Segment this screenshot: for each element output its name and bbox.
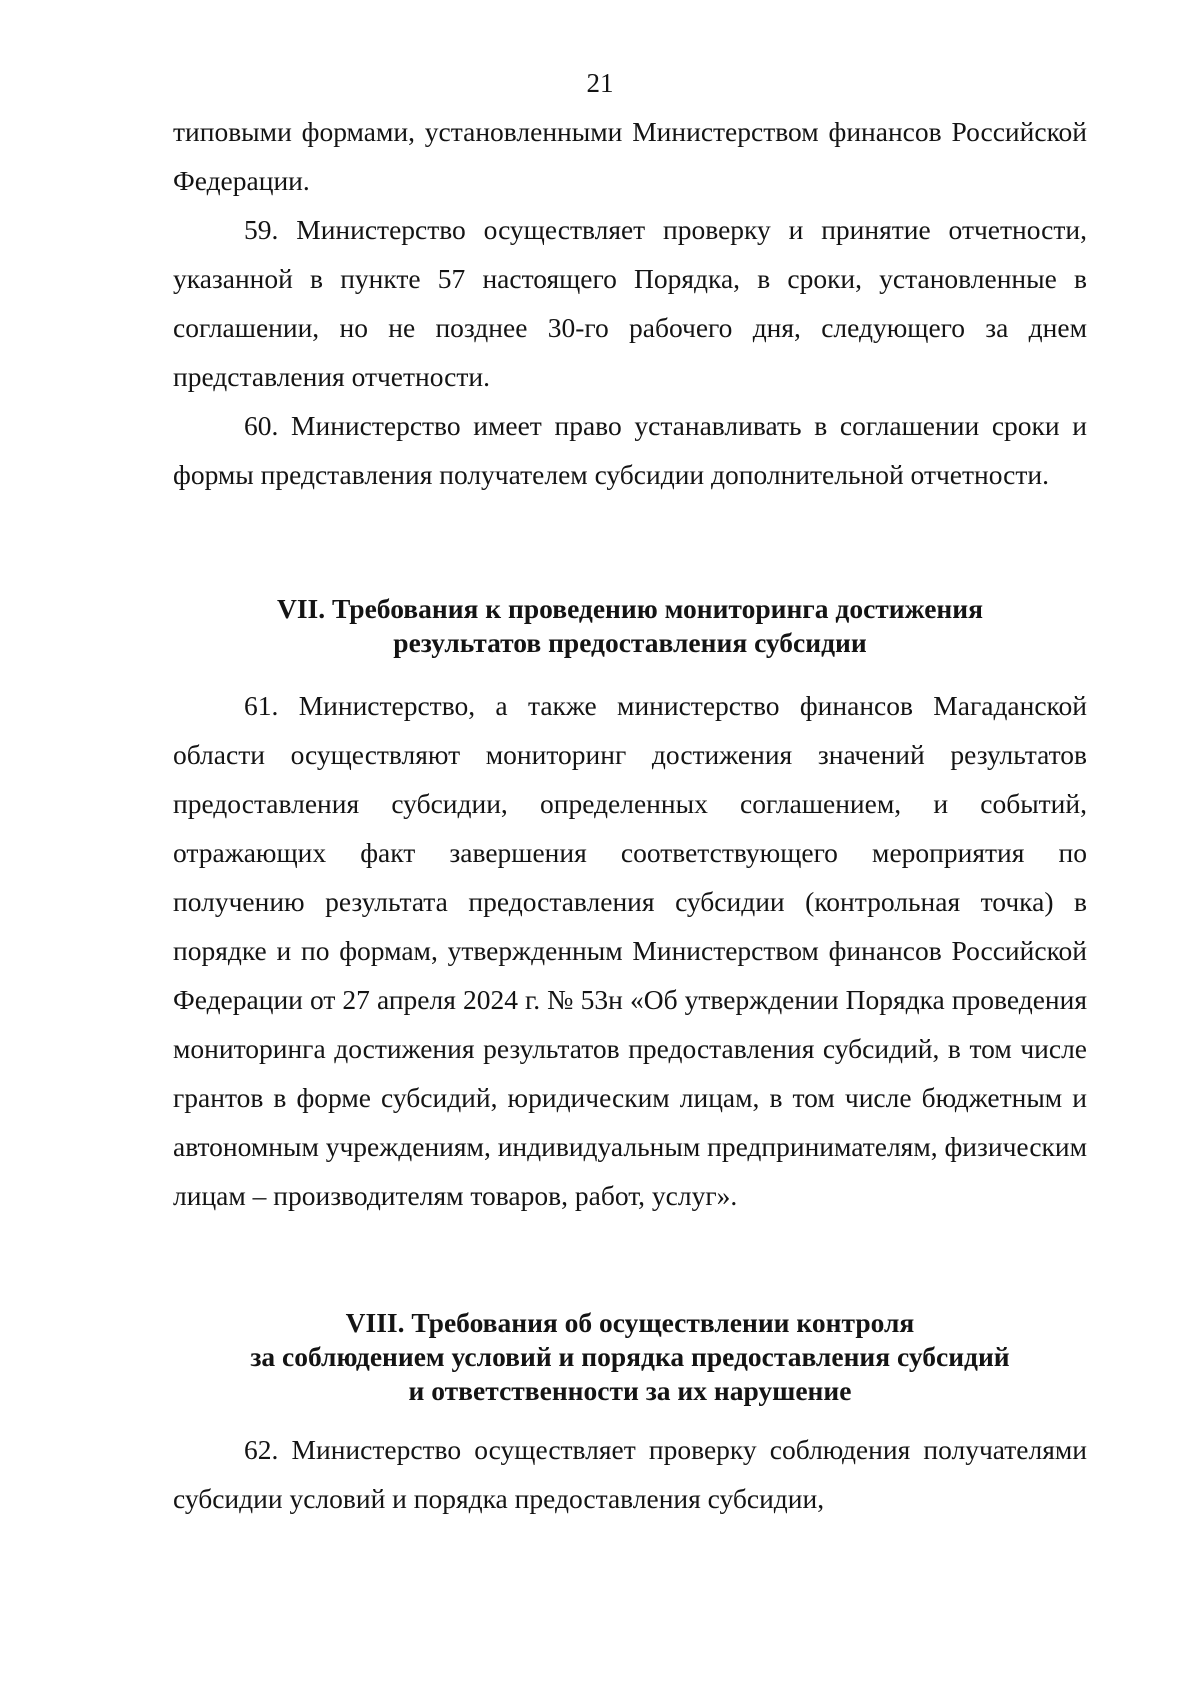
text-block-bottom [173, 1425, 1087, 1523]
text-block-middle [173, 681, 1087, 1220]
paragraph-59: 59. Министерство осуществляет проверку и принятие отчетности, указанной в пункте 57 настоящего Порядка, в сроки, установленные в соглашении, но не позднее 30-го рабочего дня, следующего за днем представления отчетности. [173, 214, 1087, 392]
section-heading-vii-line1: VII. Требования к проведению мониторинга достижения [277, 593, 983, 624]
section-heading-vii-line2: результатов предоставления субсидии [393, 627, 867, 658]
section-heading-viii-line2: за соблюдением условий и порядка предоставления субсидий [250, 1341, 1010, 1372]
section-heading-viii [173, 1306, 1087, 1408]
section-heading-vii [173, 592, 1087, 660]
section-heading-viii-line3: и ответственности за их нарушение [408, 1375, 852, 1406]
paragraph-60: 60. Министерство имеет право устанавливать в соглашении сроки и формы представления получателем субсидии дополнительной отчетности. [173, 410, 1087, 490]
page-number: 21 [586, 68, 614, 98]
section-heading-viii-line1: VIII. Требования об осуществлении контроля [345, 1307, 915, 1338]
paragraph-61: 61. Министерство, а также министерство финансов Магаданской области осуществляют мониторинг достижения значений результатов предоставления субсидии, определенных соглашением, и событий, отражающих факт завершения соответствующего мероприятия по получению результата предоставления субсидии (контрольная точка) в порядке и по формам, утвержденным Министерством финансов Российской Федерации от 27 апреля 2024 г. № 53н «Об утверждении Порядка проведения мониторинга достижения результатов предоставления субсидий, в том числе грантов в форме субсидий, юридическим лицам, в том числе бюджетным и автономным учреждениям, индивидуальным предпринимателям, физическим лицам – производителям товаров, работ, услуг». [173, 690, 1087, 1211]
paragraph-continuation: типовыми формами, установленными Министерством финансов Российской Федерации. [173, 116, 1087, 196]
paragraph-62: 62. Министерство осуществляет проверку соблюдения получателями субсидии условий и порядка предоставления субсидии, [173, 1434, 1087, 1514]
text-block-top [173, 107, 1087, 499]
